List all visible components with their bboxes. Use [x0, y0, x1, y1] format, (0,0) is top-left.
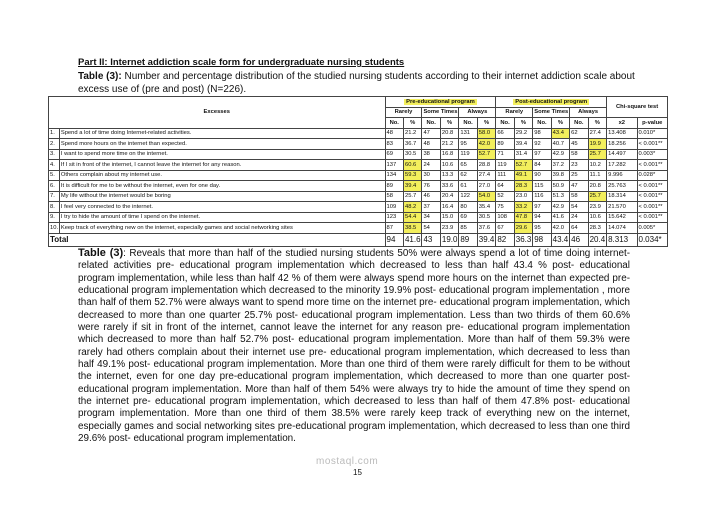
- row-statement: My life without the internet would be boring: [59, 191, 385, 202]
- row-value: 21.2: [440, 139, 458, 150]
- header-no: No.: [385, 118, 403, 129]
- total-value: 46: [570, 233, 588, 246]
- row-value: 95: [533, 223, 551, 234]
- header-no: No.: [496, 118, 514, 129]
- row-value: 108: [496, 212, 514, 223]
- row-value: 67: [496, 223, 514, 234]
- total-value: 43.4: [552, 235, 569, 244]
- header-pct: %: [440, 118, 458, 129]
- row-value: 37.6: [477, 223, 496, 234]
- header-pre-group: Pre-educational program: [385, 97, 496, 108]
- row-value: 16.4: [440, 202, 458, 213]
- row-value: 60.6: [403, 160, 421, 171]
- row-value: 109: [385, 202, 403, 213]
- row-value: 23: [570, 160, 588, 171]
- watermark-logo: [316, 456, 379, 467]
- table-row: [49, 160, 668, 171]
- row-statement: I want to spend more time on the internet.: [59, 149, 385, 160]
- row-value: 80: [459, 202, 477, 213]
- row-value: 58: [570, 149, 588, 160]
- row-value: 54.4: [403, 212, 421, 223]
- total-value: 98: [533, 233, 551, 246]
- row-value: 28.8: [477, 160, 496, 171]
- page-number: 15: [353, 468, 362, 477]
- row-value: 92: [533, 139, 551, 150]
- row-value: 52: [496, 191, 514, 202]
- row-value: 29.6: [514, 223, 532, 234]
- row-value: 31.4: [514, 149, 532, 160]
- table-row: [49, 149, 668, 160]
- header-pre-rarely: Rarely: [385, 107, 422, 118]
- row-value: 30: [422, 170, 440, 181]
- results-table: [48, 96, 668, 247]
- row-value: 76: [422, 181, 440, 192]
- row-value: 52.7: [477, 149, 496, 160]
- row-number: 8.: [49, 202, 60, 213]
- row-x2: 17.282: [607, 160, 637, 171]
- row-statement: If I sit in front of the internet, I cannot leave the internet for any reason.: [59, 160, 385, 171]
- row-value: 75: [496, 202, 514, 213]
- row-value: 69: [459, 212, 477, 223]
- row-value: 122: [459, 191, 477, 202]
- row-statement: It is difficult for me to be without the internet, even for one day.: [59, 181, 385, 192]
- row-value: 119: [496, 160, 514, 171]
- row-value: 39.8: [551, 170, 569, 181]
- row-value: 42.0: [477, 139, 496, 150]
- row-value: 137: [385, 160, 403, 171]
- row-value: 15.0: [440, 212, 458, 223]
- table-row: [49, 128, 668, 139]
- table-caption: [78, 70, 638, 96]
- row-value: 111: [496, 170, 514, 181]
- row-value: 35.4: [477, 202, 496, 213]
- row-value: 20.8: [588, 181, 607, 192]
- row-value: 47: [422, 128, 440, 139]
- header-pvalue: p-value: [637, 118, 668, 129]
- row-value: 45: [570, 139, 588, 150]
- total-row: [49, 233, 668, 246]
- row-value: 51.3: [551, 191, 569, 202]
- row-value: 58: [570, 191, 588, 202]
- row-pvalue: < 0.001**: [637, 212, 668, 223]
- header-pct: %: [514, 118, 532, 129]
- row-value: 28.3: [588, 223, 607, 234]
- row-pvalue: < 0.001**: [637, 181, 668, 192]
- row-value: 27.4: [588, 128, 607, 139]
- row-statement: Spend a lot of time doing Internet-related activities.: [59, 128, 385, 139]
- table-row: [49, 139, 668, 150]
- row-value: 29.2: [514, 128, 532, 139]
- row-value: 28.3: [514, 181, 532, 192]
- row-pvalue: < 0.001**: [637, 202, 668, 213]
- row-value: 58: [385, 191, 403, 202]
- row-value: 33.6: [440, 181, 458, 192]
- row-value: 69: [385, 149, 403, 160]
- row-value: 48: [385, 128, 403, 139]
- row-value: 23.9: [588, 202, 607, 213]
- row-number: 9.: [49, 212, 60, 223]
- header-no: No.: [459, 118, 477, 129]
- header-excesses: Excesses: [49, 97, 386, 129]
- row-value: 38: [422, 149, 440, 160]
- row-number: 6.: [49, 181, 60, 192]
- watermark-url: mostaql.com: [316, 456, 379, 467]
- row-value: 54.0: [477, 191, 496, 202]
- header-post-always: Always: [570, 107, 607, 118]
- row-value: 94: [533, 212, 551, 223]
- total-value: 89: [459, 233, 477, 246]
- row-value: 115: [533, 181, 551, 192]
- table-row: [49, 170, 668, 181]
- table-row: [49, 223, 668, 234]
- row-value: 27.0: [477, 181, 496, 192]
- table-row: [49, 191, 668, 202]
- row-x2: 9.996: [607, 170, 637, 181]
- row-value: 64: [570, 223, 588, 234]
- row-value: 61: [459, 181, 477, 192]
- row-value: 84: [533, 160, 551, 171]
- row-x2: 25.763: [607, 181, 637, 192]
- row-x2: 21.570: [607, 202, 637, 213]
- row-statement: Spend more hours on the internet than expected.: [59, 139, 385, 150]
- row-value: 123: [385, 212, 403, 223]
- row-value: 52.7: [514, 160, 532, 171]
- row-value: 47.8: [514, 212, 532, 223]
- row-pvalue: < 0.001**: [637, 191, 668, 202]
- table-body: [49, 128, 668, 246]
- row-value: 19.9: [588, 139, 607, 150]
- total-value: 41.6: [404, 235, 421, 244]
- total-x2: 8.313: [607, 233, 637, 246]
- header-pct: %: [477, 118, 496, 129]
- row-value: 64: [496, 181, 514, 192]
- row-value: 11.1: [588, 170, 607, 181]
- header-post-rarely: Rarely: [496, 107, 533, 118]
- row-value: 46: [422, 191, 440, 202]
- row-value: 10.6: [440, 160, 458, 171]
- row-statement: I feel very connected to the internet.: [59, 202, 385, 213]
- row-number: 4.: [49, 160, 60, 171]
- row-value: 23.9: [440, 223, 458, 234]
- row-pvalue: 0.028*: [637, 170, 668, 181]
- row-value: 65: [459, 160, 477, 171]
- row-value: 66: [496, 128, 514, 139]
- row-number: 2.: [49, 139, 60, 150]
- row-value: 134: [385, 170, 403, 181]
- row-value: 39.4: [514, 139, 532, 150]
- row-value: 33.2: [514, 202, 532, 213]
- row-x2: 14.074: [607, 223, 637, 234]
- header-x2: x2: [607, 118, 637, 129]
- total-value: 36.3: [515, 235, 532, 244]
- total-value: 19.0: [441, 235, 458, 244]
- body-paragraph: [78, 247, 630, 446]
- row-value: 58.0: [477, 128, 496, 139]
- row-value: 13.3: [440, 170, 458, 181]
- header-chi-square: Chi-square test: [607, 97, 668, 118]
- row-value: 38.5: [403, 223, 421, 234]
- row-value: 83: [385, 139, 403, 150]
- header-no: No.: [570, 118, 588, 129]
- page-title: Part II: Internet addiction scale form for undergraduate nursing students: [78, 57, 405, 68]
- total-pvalue: 0.034*: [637, 233, 668, 246]
- row-value: 71: [496, 149, 514, 160]
- row-value: 37.2: [551, 160, 569, 171]
- row-value: 119: [459, 149, 477, 160]
- row-value: 48.2: [403, 202, 421, 213]
- row-value: 39.4: [403, 181, 421, 192]
- row-value: 54: [570, 202, 588, 213]
- row-value: 37: [422, 202, 440, 213]
- row-value: 24: [570, 212, 588, 223]
- row-pvalue: 0.005*: [637, 223, 668, 234]
- row-value: 10.6: [588, 212, 607, 223]
- header-pre-always: Always: [459, 107, 496, 118]
- header-pct: %: [551, 118, 569, 129]
- row-x2: 14.497: [607, 149, 637, 160]
- row-value: 43.4: [551, 128, 569, 139]
- header-no: No.: [422, 118, 440, 129]
- row-value: 42.9: [551, 149, 569, 160]
- row-value: 42.0: [551, 223, 569, 234]
- row-value: 21.2: [403, 128, 421, 139]
- row-number: 5.: [49, 170, 60, 181]
- row-value: 25.7: [403, 191, 421, 202]
- row-value: 36.7: [403, 139, 421, 150]
- row-value: 50.9: [551, 181, 569, 192]
- row-value: 131: [459, 128, 477, 139]
- row-value: 25: [570, 170, 588, 181]
- row-value: 24: [422, 160, 440, 171]
- row-value: 85: [459, 223, 477, 234]
- row-x2: 18.314: [607, 191, 637, 202]
- row-x2: 18.256: [607, 139, 637, 150]
- row-value: 30.5: [403, 149, 421, 160]
- row-value: 49.1: [514, 170, 532, 181]
- row-pvalue: < 0.001**: [637, 160, 668, 171]
- row-value: 59.3: [403, 170, 421, 181]
- row-value: 20.8: [440, 128, 458, 139]
- header-no: No.: [533, 118, 551, 129]
- row-value: 23.0: [514, 191, 532, 202]
- row-value: 90: [533, 170, 551, 181]
- row-value: 89: [385, 181, 403, 192]
- row-number: 3.: [49, 149, 60, 160]
- header-pct: %: [588, 118, 607, 129]
- total-value: 39.4: [478, 235, 495, 244]
- row-value: 98: [533, 128, 551, 139]
- row-value: 20.4: [440, 191, 458, 202]
- body-label: Table (3): [78, 247, 124, 259]
- total-value: 20.4: [589, 235, 606, 244]
- total-value: 94: [385, 233, 403, 246]
- row-value: 41.6: [551, 212, 569, 223]
- row-statement: Keep track of everything new on the internet, especially games and social networking sites: [59, 223, 385, 234]
- row-value: 54: [422, 223, 440, 234]
- row-x2: 13.408: [607, 128, 637, 139]
- row-value: 62: [459, 170, 477, 181]
- row-value: 48: [422, 139, 440, 150]
- table-row: [49, 181, 668, 192]
- total-value: 43: [422, 233, 440, 246]
- row-number: 10.: [49, 223, 60, 234]
- row-value: 95: [459, 139, 477, 150]
- row-value: 30.5: [477, 212, 496, 223]
- row-value: 97: [533, 149, 551, 160]
- row-value: 25.7: [588, 149, 607, 160]
- row-value: 116: [533, 191, 551, 202]
- row-value: 87: [385, 223, 403, 234]
- row-pvalue: < 0.001**: [637, 139, 668, 150]
- header-pre-sometimes: Some Times: [422, 107, 459, 118]
- row-value: 47: [570, 181, 588, 192]
- row-value: 25.7: [588, 191, 607, 202]
- header-post-group: Post-educational program: [496, 97, 607, 108]
- row-pvalue: 0.010*: [637, 128, 668, 139]
- row-statement: Others complain about my internet use.: [59, 170, 385, 181]
- row-number: 1.: [49, 128, 60, 139]
- total-value: 82: [496, 233, 514, 246]
- row-pvalue: 0.003*: [637, 149, 668, 160]
- total-label: Total: [49, 233, 386, 246]
- row-value: 97: [533, 202, 551, 213]
- row-value: 10.2: [588, 160, 607, 171]
- row-value: 34: [422, 212, 440, 223]
- row-value: 89: [496, 139, 514, 150]
- row-x2: 15.642: [607, 212, 637, 223]
- row-value: 42.9: [551, 202, 569, 213]
- table-row: [49, 212, 668, 223]
- row-number: 7.: [49, 191, 60, 202]
- row-value: 27.4: [477, 170, 496, 181]
- row-value: 62: [570, 128, 588, 139]
- header-post-sometimes: Some Times: [533, 107, 570, 118]
- body-text: : Reveals that more than half of the studied nursing students 50% were always spend a lot of time doing internet-related activities pre- educational program implementation which decreased to less than half 43.4 % post- educational program implementation, while less than half 42 % of them were always spend more hours on the internet than expected pre- educational program implementation which decreased to the minority 19.9% post- educational program implementation , more than half of them 52.7% were always want to spend more time on the internet pre- educational program implementation, which decreased to more than one quarter 25.7% post- educational program implementation. Less than two thirds of them 60.6% were rarely if sit in front of the internet, cannot leave the internet for any reason pre- educational program implementation which decreased to more than half 52.7% post- educational program implementation. More than half of them 59.3% were rarely had others complain about their internet use pre- educational program implementation, which decreased to less than half 49.1% post- educational program implementation. More than one third of them were rarely difficult for them to be without the internet, even for one day pre-educational program implementation, which decreased to more than one quarter post- educational program implementation. More than half of them 54% were always try to hide the amount of time they spend on the internet pre- educational program implementation, which decreased to less than half of them 47.8% post- educational program implementation. More than one third of them 38.5% were rarely keep track of everything new on the internet, especially games and social networking sites pre-educational program implementation, which decreased to less than one third 29.6% post- educational program implementation.: [78, 248, 630, 445]
- table-row: [49, 202, 668, 213]
- header-pct: %: [403, 118, 421, 129]
- row-value: 40.7: [551, 139, 569, 150]
- caption-label: Table (3):: [78, 71, 122, 82]
- caption-text: Number and percentage distribution of the studied nursing students according to their internet addiction scale about excess use of (pre and post) (N=226).: [78, 71, 635, 95]
- row-statement: I try to hide the amount of time I spend on the internet.: [59, 212, 385, 223]
- row-value: 16.8: [440, 149, 458, 160]
